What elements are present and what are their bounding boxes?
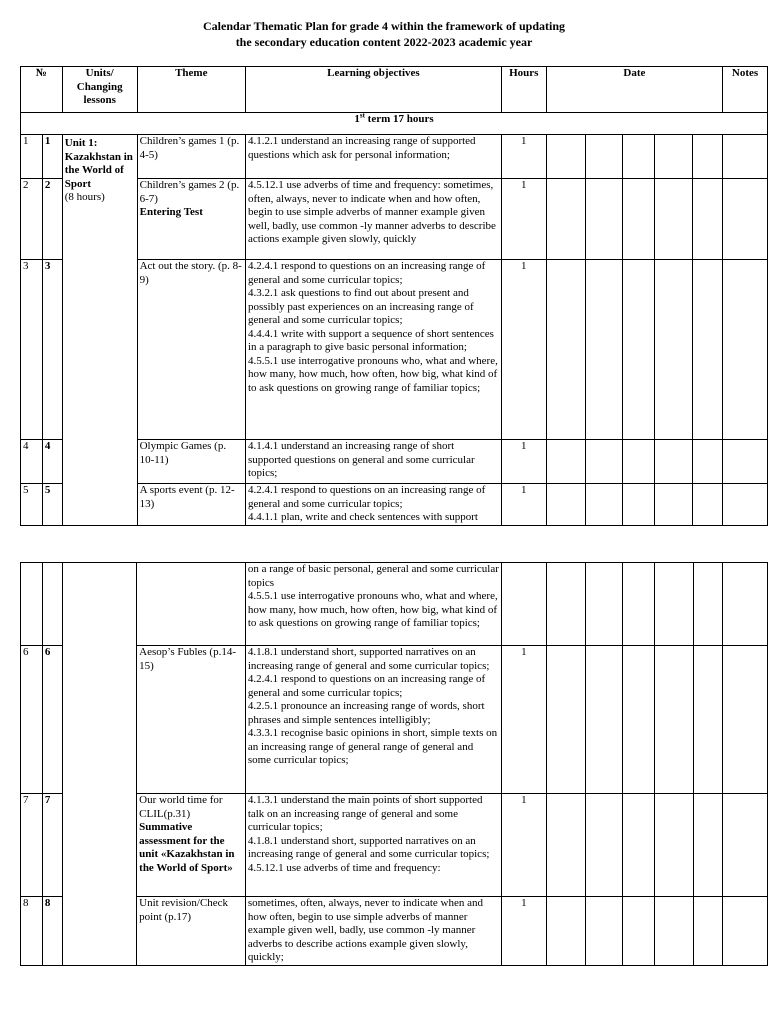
lesson-number <box>42 563 62 646</box>
theme-text: Children’s games 1 (p. 4-5) <box>139 135 240 161</box>
theme-cell <box>137 563 246 646</box>
date-cell <box>586 179 623 260</box>
date-cell <box>654 484 693 526</box>
header-row <box>21 67 768 113</box>
header-hours: Hours <box>501 67 546 113</box>
lesson-number: 7 <box>42 794 62 897</box>
unit-cell <box>62 135 137 526</box>
date-cell <box>546 563 586 646</box>
date-cell <box>546 897 586 966</box>
hours-cell: 1 <box>501 484 546 526</box>
theme-cell <box>137 260 245 440</box>
plan-table-page-2 <box>20 562 768 966</box>
date-cell <box>623 260 655 440</box>
date-cell <box>693 563 723 646</box>
unit-cell-continued <box>62 563 136 966</box>
date-cell <box>654 179 693 260</box>
theme-text: Children’s games 2 (p. 6-7) <box>139 179 240 205</box>
lesson-number: 5 <box>42 484 62 526</box>
objectives-cell: 4.1.2.1 understand an increasing range of supported questions which ask for personal information; <box>245 135 501 179</box>
notes-cell <box>723 897 768 966</box>
hours-cell <box>502 563 547 646</box>
notes-cell <box>723 135 768 179</box>
hours-cell: 1 <box>502 897 547 966</box>
hours-cell: 1 <box>501 179 546 260</box>
header-units: Units/ Changing lessons <box>62 67 137 113</box>
notes-cell <box>723 646 768 794</box>
theme-cell <box>137 440 245 484</box>
row-number: 6 <box>21 646 43 794</box>
row-number: 7 <box>21 794 43 897</box>
date-cell <box>654 563 693 646</box>
term-heading <box>21 113 768 135</box>
hours-cell: 1 <box>501 260 546 440</box>
row-number: 4 <box>21 440 43 484</box>
unit-name: Unit 1: Kazakhstan in the World of Sport <box>64 137 133 190</box>
date-cell <box>546 135 586 179</box>
date-cell <box>654 897 693 966</box>
row-number: 5 <box>21 484 43 526</box>
date-cell <box>623 646 655 794</box>
objectives-cell: 4.1.8.1 understand short, supported narratives on an increasing range of general and some curricular topics; 4.2.4.1 respond to questions on an increasing range of general and some curricular topics; 4.2.5.1 pronounce an increasing range of words, short phrases and simple sentences intelligibly; 4.3.3.1 recognise basic opinions in short, simple texts on an increasing range of general range of general and some curricular topics; <box>245 646 501 794</box>
date-cell <box>623 440 655 484</box>
notes-cell <box>723 440 768 484</box>
header-objectives: Learning objectives <box>245 67 501 113</box>
theme-subtitle: Summative assessment for the unit «Kazakhstan in the World of Sport» <box>139 821 235 874</box>
theme-text: A sports event (p. 12-13) <box>139 484 235 510</box>
date-cell <box>693 897 723 966</box>
header-number: № <box>21 67 63 113</box>
theme-text: Our world time for CLIL(p.31) <box>139 794 223 820</box>
objectives-cell: on a range of basic personal, general and some curricular topics 4.5.5.1 use interrogative pronouns who, what and where, how many, how much, how often, how big, what kind of to ask questions on growing range of familiar topics; <box>245 563 501 646</box>
theme-text: Aesop’s Fubles (p.14-15) <box>139 646 237 672</box>
date-cell <box>586 563 623 646</box>
date-cell <box>654 646 693 794</box>
date-cell <box>586 440 623 484</box>
hours-cell: 1 <box>502 646 547 794</box>
notes-cell <box>723 260 768 440</box>
objectives-cell: sometimes, often, always, never to indicate when and how often, begin to use simple adverbs of manner example given well, badly, use common -ly manner adverbs to describe actions example given slowly, quickly; <box>245 897 501 966</box>
theme-text: Act out the story. (p. 8-9) <box>139 260 242 286</box>
document-title-line-1: Calendar Thematic Plan for grade 4 within the framework of updating <box>203 19 565 33</box>
hours-cell: 1 <box>502 794 547 897</box>
header-date: Date <box>546 67 722 113</box>
date-cell <box>654 440 693 484</box>
header-theme: Theme <box>137 67 245 113</box>
date-cell <box>623 897 655 966</box>
date-cell <box>623 135 655 179</box>
date-cell <box>546 646 586 794</box>
date-cell <box>546 440 586 484</box>
lesson-number: 2 <box>42 179 62 260</box>
notes-cell <box>723 484 768 526</box>
date-cell <box>693 260 723 440</box>
theme-text: Olympic Games (p. 10-11) <box>139 440 227 466</box>
date-cell <box>623 563 655 646</box>
theme-cell <box>137 179 245 260</box>
date-cell <box>654 260 693 440</box>
date-cell <box>693 484 723 526</box>
theme-cell <box>137 484 245 526</box>
header-notes: Notes <box>723 67 768 113</box>
plan-table-page-1 <box>20 66 768 526</box>
objectives-cell: 4.5.12.1 use adverbs of time and frequency: sometimes, often, always, never to indicate when and how often, begin to use simple adverbs of manner example given well, badly, use common -ly manner adverbs to describe actions example given slowly, quickly <box>245 179 501 260</box>
term-row <box>21 113 768 135</box>
lesson-number: 4 <box>42 440 62 484</box>
date-cell <box>546 179 586 260</box>
hours-cell: 1 <box>501 135 546 179</box>
date-cell <box>586 484 623 526</box>
theme-cell <box>137 897 246 966</box>
row-number: 8 <box>21 897 43 966</box>
date-cell <box>546 484 586 526</box>
date-cell <box>693 179 723 260</box>
date-cell <box>623 794 655 897</box>
row-number: 1 <box>21 135 43 179</box>
date-cell <box>546 260 586 440</box>
notes-cell <box>723 179 768 260</box>
date-cell <box>693 794 723 897</box>
date-cell <box>654 135 693 179</box>
date-cell <box>693 135 723 179</box>
table-row <box>21 563 768 646</box>
lesson-number: 8 <box>42 897 62 966</box>
term-text: term 17 hours <box>364 113 434 125</box>
objectives-cell: 4.2.4.1 respond to questions on an increasing range of general and some curricular topics; 4.3.2.1 ask questions to find out about present and possibly past experiences on an increasing range of general and some curricular topics; 4.4.4.1 write with support a sequence of short sentences in a paragraph to give basic personal information; 4.5.5.1 use interrogative pronouns who, what and where, how many, how much, how often, how big, what kind of to ask questions on growing range of familiar topics; <box>245 260 501 440</box>
date-cell <box>586 260 623 440</box>
theme-text: Unit revision/Check point (p.17) <box>139 897 229 923</box>
date-cell <box>586 794 623 897</box>
date-cell <box>546 794 586 897</box>
lesson-number: 6 <box>42 646 62 794</box>
objectives-cell: 4.1.4.1 understand an increasing range of short supported questions on general and some curricular topics; <box>245 440 501 484</box>
hours-cell: 1 <box>501 440 546 484</box>
date-cell <box>623 484 655 526</box>
date-cell <box>693 646 723 794</box>
date-cell <box>623 179 655 260</box>
date-cell <box>586 646 623 794</box>
unit-hours: (8 hours) <box>64 191 105 203</box>
table-row <box>21 135 768 179</box>
objectives-cell: 4.2.4.1 respond to questions on an increasing range of general and some curricular topics; 4.4.1.1 plan, write and check sentences with support <box>245 484 501 526</box>
notes-cell <box>723 794 768 897</box>
lesson-number: 3 <box>42 260 62 440</box>
theme-subtitle: Entering Test <box>139 206 203 218</box>
lesson-number: 1 <box>42 135 62 179</box>
date-cell <box>586 897 623 966</box>
document-title-line-2: the secondary education content 2022-2023 academic year <box>235 35 533 49</box>
theme-cell <box>137 794 246 897</box>
term-ordinal: 1 <box>354 113 360 125</box>
row-number: 2 <box>21 179 43 260</box>
date-cell <box>586 135 623 179</box>
row-number <box>21 563 43 646</box>
theme-cell <box>137 646 246 794</box>
date-cell <box>693 440 723 484</box>
objectives-cell: 4.1.3.1 understand the main points of short supported talk on an increasing range of general and some curricular topics; 4.1.8.1 understand short, supported narratives on an increasing range of general and some curricular topics; 4.5.12.1 use adverbs of time and frequency: <box>245 794 501 897</box>
term-ordinal-suffix: st <box>359 112 365 120</box>
date-cell <box>654 794 693 897</box>
notes-cell <box>723 563 768 646</box>
theme-cell <box>137 135 245 179</box>
row-number: 3 <box>21 260 43 440</box>
